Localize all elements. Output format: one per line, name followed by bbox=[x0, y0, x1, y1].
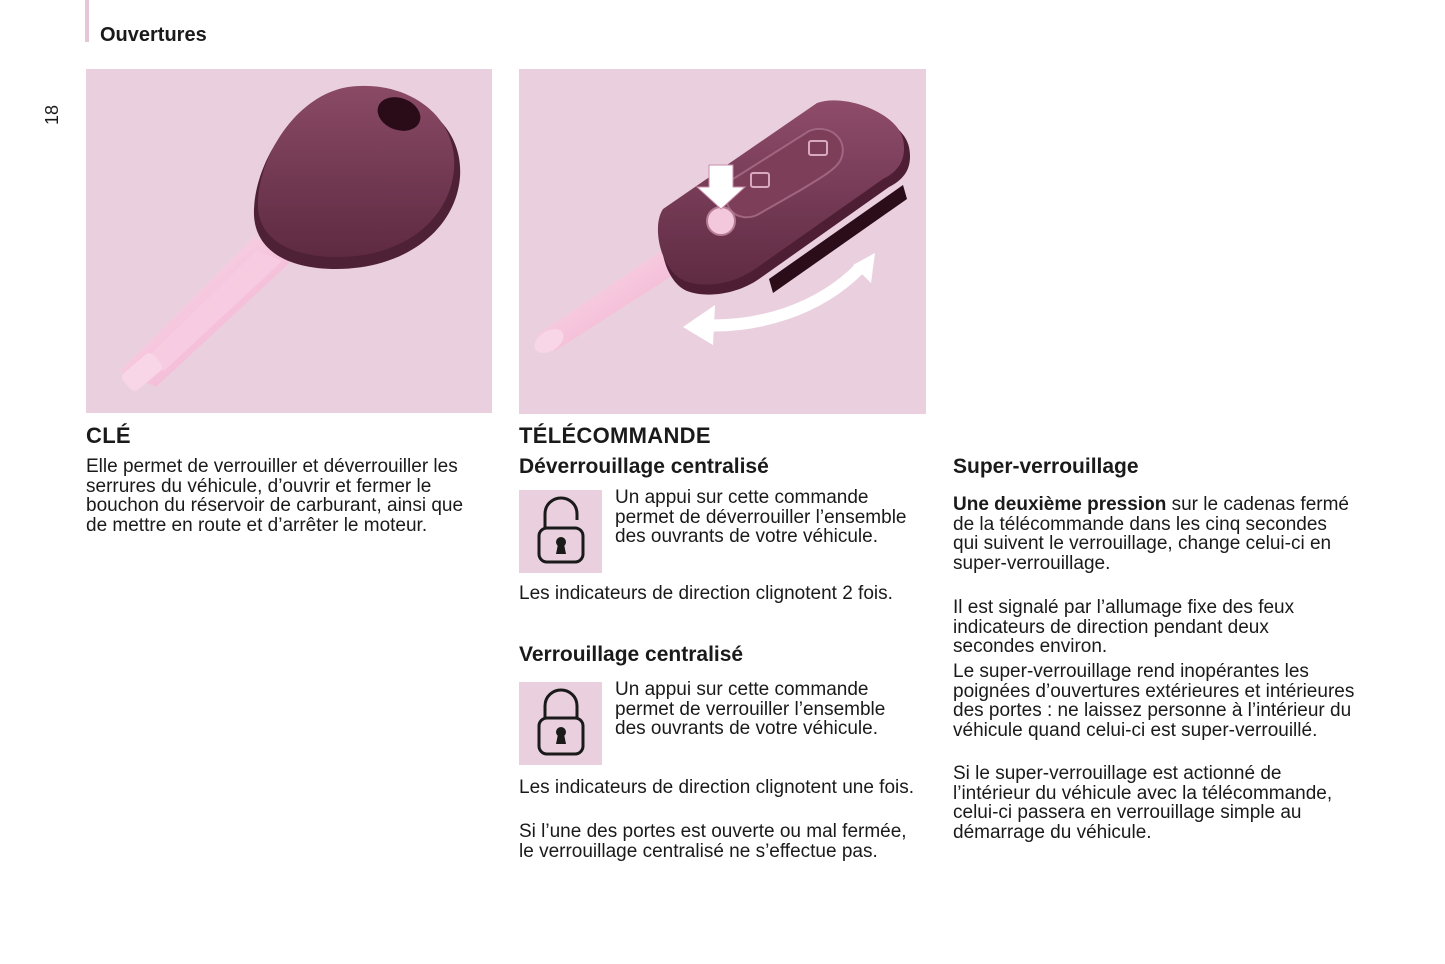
page-number: 18 bbox=[42, 104, 62, 126]
unlock-heading: Déverrouillage centralisé bbox=[519, 455, 769, 478]
superlock-paragraph-2: Il est signalé par l’allumage fixe des feux indicateurs de direction pendant deux secondes environ. bbox=[953, 597, 1295, 658]
unlocked-padlock-icon bbox=[519, 490, 602, 573]
unlock-description: Un appui sur cette commande permet de déverrouiller l’ensemble des ouvrants de votre véhicule. bbox=[615, 487, 907, 548]
remote-drawing bbox=[519, 69, 926, 414]
locked-padlock-icon bbox=[519, 682, 602, 765]
superlock-paragraph-1 bbox=[953, 495, 1353, 573]
lock-description: Un appui sur cette commande permet de verrouiller l’ensemble des ouvrants de votre véhicule. bbox=[615, 679, 886, 740]
unlock-indicators: Les indicateurs de direction clignotent 2 fois. bbox=[519, 583, 893, 604]
lock-indicators: Les indicateurs de direction clignotent une fois. bbox=[519, 777, 915, 798]
key-illustration bbox=[86, 69, 492, 413]
superlock-heading: Super-verrouillage bbox=[953, 455, 1139, 478]
superlock-paragraph-1-rest: sur le cadenas fermé de la télécommande dans les cinq secondes qui suivent le verrouillage, change celui-ci en super-verrouillage. bbox=[953, 494, 1349, 574]
header-accent-bar bbox=[85, 0, 89, 42]
key-description: Elle permet de verrouiller et déverrouiller les serrures du véhicule, d’ouvrir et fermer le bouchon du réservoir de carburant, ainsi que de mettre en route et d’arrêter le moteur. bbox=[86, 456, 464, 536]
superlock-paragraph-4: Si le super-verrouillage est actionné de l’intérieur du véhicule avec la télécommande, celui-ci passera en verrouillage simple au démarrage du véhicule. bbox=[953, 763, 1333, 843]
remote-illustration bbox=[519, 69, 926, 414]
section-title: Ouvertures bbox=[100, 24, 207, 46]
key-drawing bbox=[86, 69, 492, 413]
remote-title: TÉLÉCOMMANDE bbox=[519, 423, 711, 448]
key-title: CLÉ bbox=[86, 423, 131, 448]
lock-note: Si l’une des portes est ouverte ou mal fermée, le verrouillage centralisé ne s’effectue pas. bbox=[519, 821, 907, 862]
superlock-paragraph-3: Le super-verrouillage rend inopérantes les poignées d’ouvertures extérieures et intérieures des portes : ne laissez personne à l’intérieur du véhicule quand celui-ci est super-verrouillé. bbox=[953, 661, 1355, 741]
superlock-emphasis: Une deuxième pression bbox=[953, 494, 1167, 515]
lock-heading: Verrouillage centralisé bbox=[519, 643, 744, 666]
